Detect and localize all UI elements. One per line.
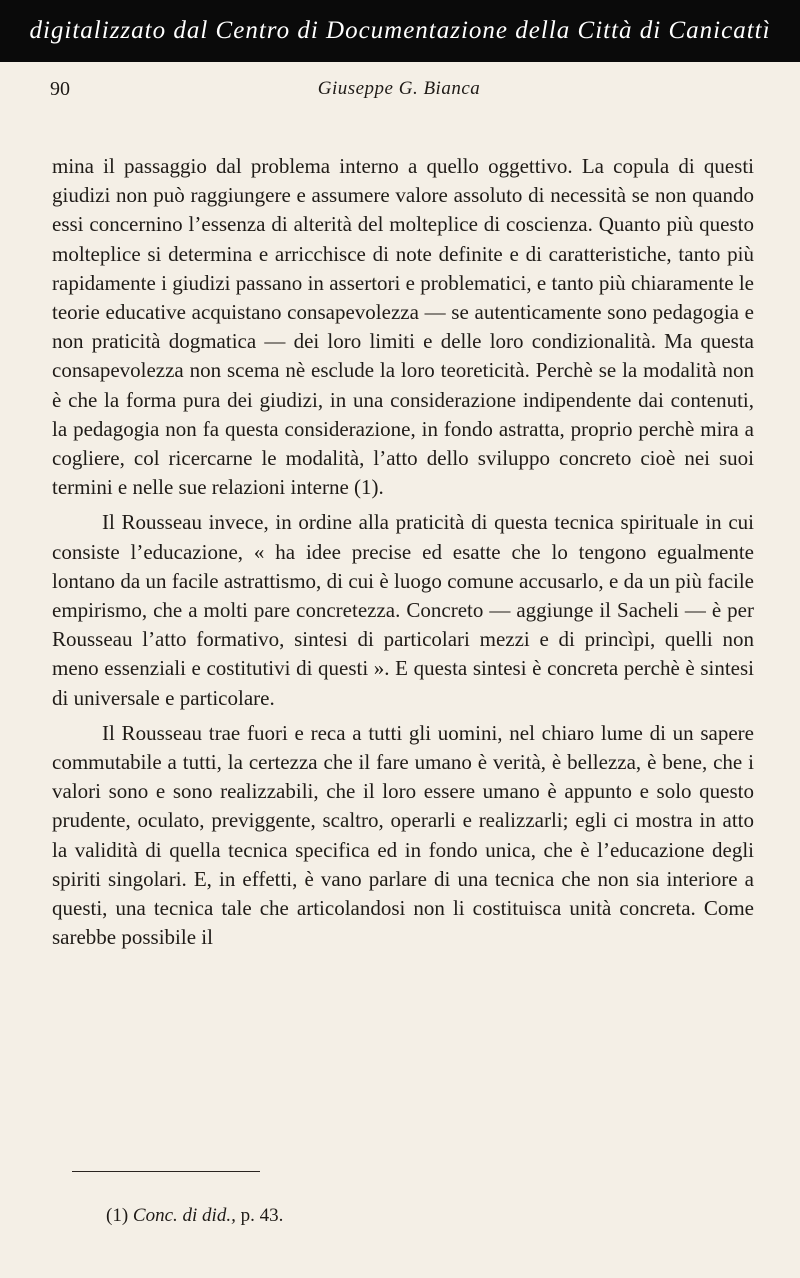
footnote-divider xyxy=(72,1171,260,1172)
running-title: Giuseppe G. Bianca xyxy=(317,78,481,99)
paragraph-1: mina il passaggio dal problema interno a quello oggettivo. La copula di questi giudizi non può raggiungere e assumere valore assoluto di necessità se non quando essi concernino l’essenza di alterità del molteplice di coscienza. Quanto più questo molteplice si determina e arricchisce di note definite e di caratteristiche, tanto più rapidamente i giudizi passano in assertori e problematici, e tanto più chiaramente le teorie educative acquistano consapevolezza — se autenticamente sono pedagogia e non praticità dogmatica — dei loro limiti e delle loro condizionalità. Ma questa consapevolezza non scema nè esclude la loro teoreticità. Perchè se la modalità non è che la forma pura dei giudizi, in una considerazione indipendente dai contenuti, la pedagogia non fa questa considerazione, in fondo astratta, proprio perchè mira a cogliere, col ricercarne le modalità, l’atto dello sviluppo concreto cioè nei suoi termini e nelle sue relazioni interne (1). xyxy=(52,154,754,500)
paragraph-3: Il Rousseau trae fuori e reca a tutti gli uomini, nel chiaro lume di un sapere commutabile a tutti, la certezza che il fare umano è verità, è bellezza, è bene, che i valori sono e sono realizzabili, che il loro essere umano è appunto e solo questo prudente, oculato, previggente, scaltro, operarli e realizzarli; egli ci mostra in atto la validità di quella tecnica specifica ed in fondo unica, che è l’educazione degli spiriti singolari. E, in effetti, è vano parlare di una tecnica che non sia interiore a questi, una tecnica tale che articolandosi non li costituisca unità concreta. Come sarebbe possibile il xyxy=(52,720,754,950)
digitization-watermark: digitalizzato dal Centro di Documentazione della Città di Canicattì xyxy=(0,0,800,62)
running-head xyxy=(50,78,748,108)
footnote-marker: (1) xyxy=(106,1205,133,1226)
footnote-source-title: Conc. di did., xyxy=(132,1205,236,1226)
footnote-page-ref: p. 43. xyxy=(235,1205,284,1226)
paragraph-2: Il Rousseau invece, in ordine alla praticità di questa tecnica spirituale in cui consiste l’educazione, « ha idee precise ed esatte che lo tengono egualmente lontano da un facile astrattismo, di cui è luogo comune accusarlo, e da un più facile empirismo, che a molti pare concretezza. Concreto — aggiunge il Sacheli — è per Rousseau l’atto formativo, sintesi di particolari mezzi e di princìpi, quelli non meno essenziali e costitutivi di questi ». E questa sintesi è concreta perchè è sintesi di universale e particolare. xyxy=(52,510,754,710)
page-number: 90 xyxy=(50,78,70,100)
footnote xyxy=(106,1205,283,1227)
body-text xyxy=(52,152,754,952)
